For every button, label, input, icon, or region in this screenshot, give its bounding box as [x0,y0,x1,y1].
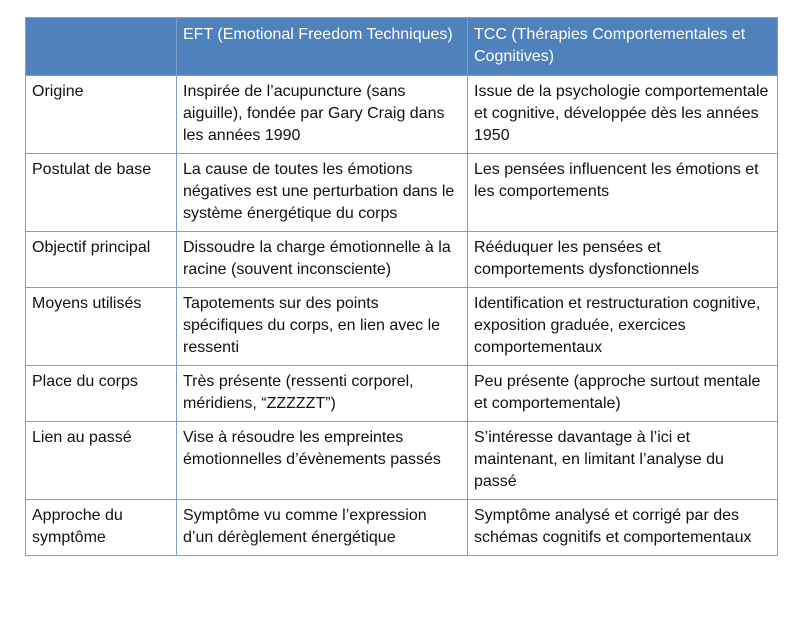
row-label: Lien au passé [26,422,177,500]
tcc-cell: Peu présente (approche surtout mentale et comportementale) [468,366,778,422]
tcc-cell: Les pensées influencent les émotions et les comportements [468,154,778,232]
table-row [26,154,778,232]
eft-cell: Très présente (ressenti corporel, méridiens, “ZZZZZT”) [177,366,468,422]
row-label: Moyens utilisés [26,288,177,366]
table-row [26,366,778,422]
eft-cell: Vise à résoudre les empreintes émotionnelles d’évènements passés [177,422,468,500]
tcc-cell: Symptôme analysé et corrigé par des schémas cognitifs et comportementaux [468,500,778,556]
tcc-cell: S’intéresse davantage à l’ici et maintenant, en limitant l’analyse du passé [468,422,778,500]
row-label: Objectif principal [26,232,177,288]
header-eft: EFT (Emotional Freedom Techniques) [177,18,468,76]
eft-cell: Symptôme vu comme l’expression d’un dérèglement énergétique [177,500,468,556]
table-row [26,76,778,154]
header-empty-cell [26,18,177,76]
table-row [26,422,778,500]
comparison-table [25,17,778,556]
eft-cell: La cause de toutes les émotions négatives est une perturbation dans le système énergétique du corps [177,154,468,232]
table-row [26,288,778,366]
eft-cell: Tapotements sur des points spécifiques du corps, en lien avec le ressenti [177,288,468,366]
row-label: Approche du symptôme [26,500,177,556]
table-row [26,500,778,556]
eft-cell: Inspirée de l’acupuncture (sans aiguille), fondée par Gary Craig dans les années 1990 [177,76,468,154]
row-label: Place du corps [26,366,177,422]
row-label: Origine [26,76,177,154]
header-row [26,18,778,76]
tcc-cell: Issue de la psychologie comportementale et cognitive, développée dès les années 1950 [468,76,778,154]
eft-cell: Dissoudre la charge émotionnelle à la racine (souvent inconsciente) [177,232,468,288]
tcc-cell: Rééduquer les pensées et comportements dysfonctionnels [468,232,778,288]
tcc-cell: Identification et restructuration cognitive, exposition graduée, exercices comportementaux [468,288,778,366]
header-tcc: TCC (Thérapies Comportementales et Cognitives) [468,18,778,76]
table-row [26,232,778,288]
row-label: Postulat de base [26,154,177,232]
